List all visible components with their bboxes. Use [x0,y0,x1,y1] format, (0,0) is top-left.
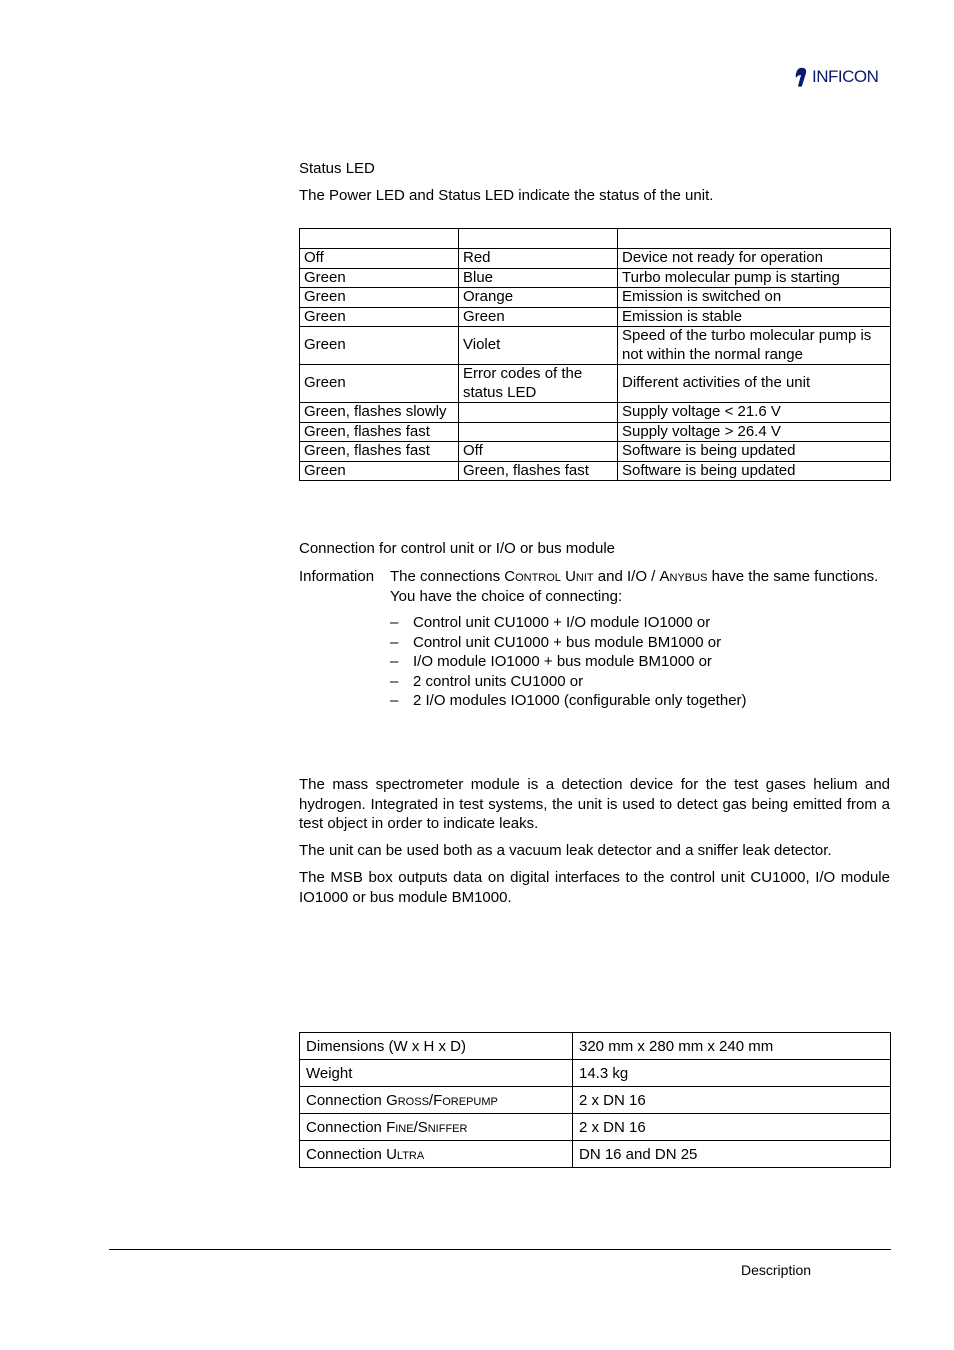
table-row [300,1087,891,1114]
table-row [300,1141,891,1168]
tech-label [300,1141,573,1168]
logo-text: INFICON [812,67,879,86]
table-cell: Emission is switched on [618,288,891,308]
tech-label [300,1087,573,1114]
table-cell: Blue [459,268,618,288]
list-item: – 2 I/O modules IO1000 (configurable only together) [390,692,747,709]
table-cell: Green [300,461,459,481]
tech-value: 14.3 kg [573,1060,891,1087]
info-text-part: and I/O / [593,568,660,585]
table-row [300,327,891,365]
table-cell: Green [300,365,459,403]
list-item: – Control unit CU1000 + I/O module IO1000 or [390,614,711,631]
table-cell: Supply voltage > 26.4 V [618,422,891,442]
table-row [300,442,891,462]
info-text-part: The connections [390,568,505,585]
footer-divider [109,1249,891,1250]
table-header-cell [618,229,891,249]
inficon-logo [794,66,878,88]
table-row [300,1114,891,1141]
table-cell [459,403,618,423]
table-cell: Supply voltage < 21.6 V [618,403,891,423]
table-cell: Green [300,307,459,327]
table-cell: Red [459,249,618,269]
label-part: / [428,1091,434,1109]
tech-label [300,1114,573,1141]
table-cell: Green, flashes fast [459,461,618,481]
list-item-text: Control unit CU1000 + I/O module IO1000 or [413,614,711,631]
table-cell: Orange [459,288,618,308]
tech-value: 2 x DN 16 [573,1087,891,1114]
tech-value: DN 16 and DN 25 [573,1141,891,1168]
label-part: Connection [306,1145,387,1163]
table-row [300,403,891,423]
table-row [300,422,891,442]
table-cell: Off [300,249,459,269]
tech-label: Dimensions (W x H x D) [300,1033,573,1060]
list-item-text: 2 control units CU1000 or [413,672,584,690]
connection-heading: Connection for control unit or I/O or bus module [299,540,615,557]
table-row [300,268,891,288]
status-table-body [300,249,891,481]
table-cell: Software is being updated [618,442,891,462]
connection-options-list [390,613,747,711]
table-row [300,461,891,481]
label-part: Connection [306,1091,387,1109]
description-paragraph-2: The unit can be used both as a vacuum leak detector and a sniffer leak detector. [299,842,832,859]
tech-label: Weight [300,1060,573,1087]
table-header-cell [459,229,618,249]
label-term: Fine [386,1118,414,1136]
table-cell: Software is being updated [618,461,891,481]
table-cell: Green [300,288,459,308]
info-text [390,567,890,606]
table-cell: Different activities of the unit [618,365,891,403]
info-label: Information [299,568,375,585]
list-item-text: Control unit CU1000 + bus module BM1000 or [413,633,722,651]
label-part: Connection [306,1118,387,1136]
table-cell: Green [300,327,459,365]
footer-section-label: Description [741,1262,812,1278]
list-item-text: 2 I/O modules IO1000 (configurable only together) [413,692,747,709]
table-row [300,1060,891,1087]
label-term: Sniffer [417,1118,468,1136]
table-cell: Green, flashes fast [300,422,459,442]
label-term: Gross [386,1091,429,1109]
table-cell: Turbo molecular pump is starting [618,268,891,288]
info-text-part: have the same functions. You have the choice of connecting: [390,568,879,605]
table-cell: Green [459,307,618,327]
table-cell: Emission is stable [618,307,891,327]
table-row [300,288,891,308]
table-cell: Speed of the turbo molecular pump is not within the normal range [618,327,891,365]
table-cell: Off [459,442,618,462]
status-led-heading: Status LED [299,160,375,177]
table-cell [459,422,618,442]
list-item-text: I/O module IO1000 + bus module BM1000 or [413,653,712,670]
list-item: – I/O module IO1000 + bus module BM1000 or [390,653,712,670]
list-item: – 2 control units CU1000 or [390,672,584,690]
inficon-logo-icon [794,66,810,88]
status-led-intro: The Power LED and Status LED indicate the status of the unit. [299,187,714,204]
label-term: Forepump [433,1091,498,1109]
table-row [300,249,891,269]
list-item: – Control unit CU1000 + bus module BM1000 or [390,633,722,651]
technical-data-table [299,1032,891,1168]
tech-value: 320 mm x 280 mm x 240 mm [573,1033,891,1060]
table-row [300,365,891,403]
table-cell: Violet [459,327,618,365]
table-cell: Green, flashes fast [300,442,459,462]
control-unit-term: Control Unit [504,568,594,585]
description-paragraph-1: The mass spectrometer module is a detection device for the test gases helium and hydrogen. Integrated in test systems, the unit is used to detect gas being emitted from a test object in order to indicate leaks. [299,776,890,832]
description-paragraph-3: The MSB box outputs data on digital interfaces to the control unit CU1000, I/O module IO1000 or bus module BM1000. [299,869,890,906]
table-cell: Green [300,268,459,288]
status-led-table [299,228,891,481]
label-term: Ultra [386,1145,425,1163]
table-row [300,1033,891,1060]
label-part: / [413,1118,418,1136]
anybus-term: Anybus [659,568,708,585]
table-header-row [300,229,891,249]
table-header-cell [300,229,459,249]
table-cell: Device not ready for operation [618,249,891,269]
table-row [300,307,891,327]
table-cell: Green, flashes slowly [300,403,459,423]
table-cell: Error codes of the status LED [459,365,618,403]
tech-value: 2 x DN 16 [573,1114,891,1141]
